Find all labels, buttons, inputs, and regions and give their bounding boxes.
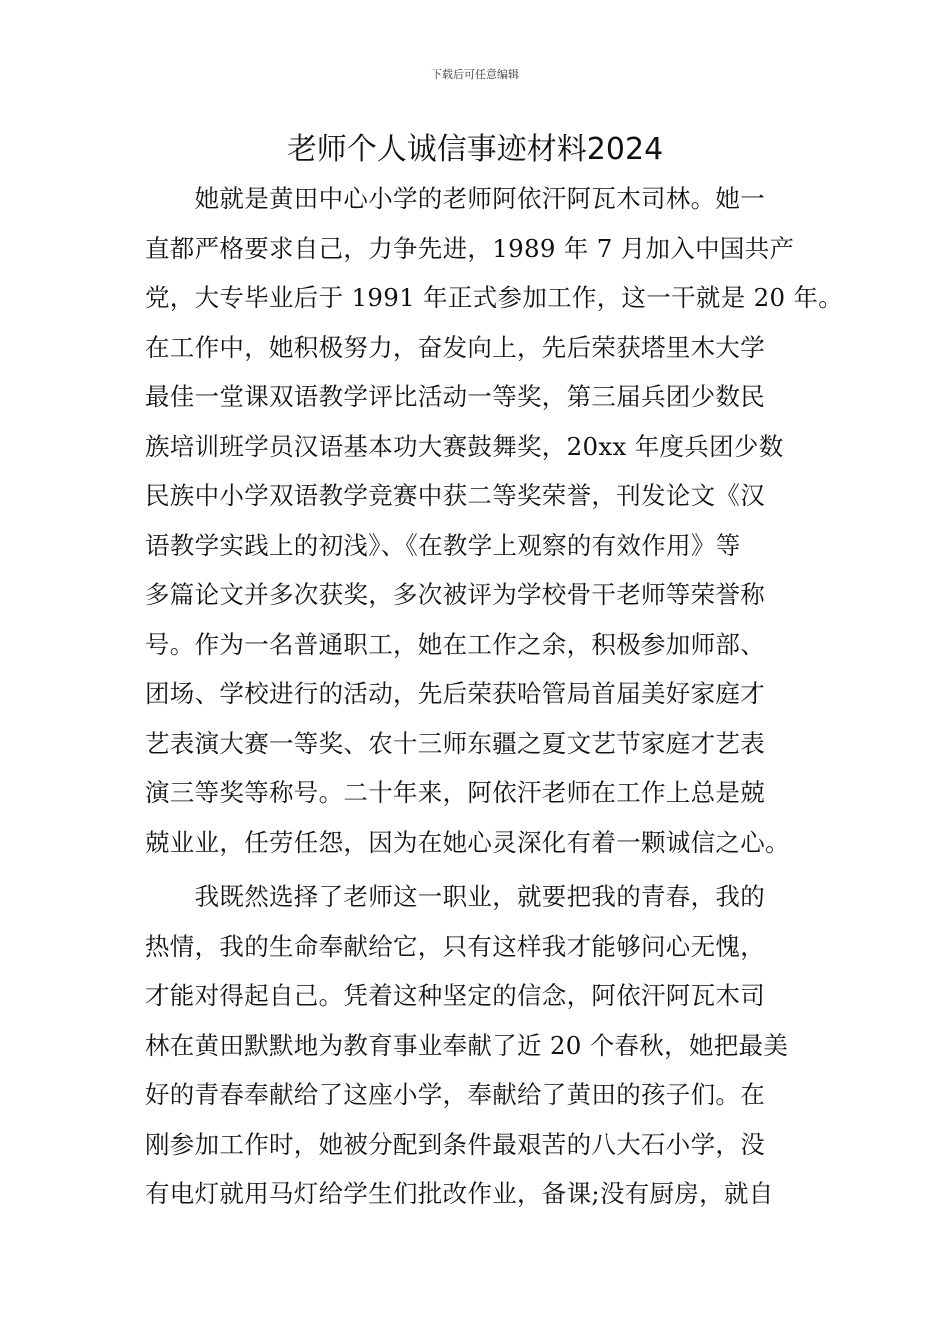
document-body [145,174,844,1219]
text-line: 艺表演大赛一等奖、农十三师东疆之夏文艺节家庭才艺表 [145,728,765,758]
text-line: 兢业业，任劳任怨，因为在她心灵深化有着一颗诚信之心。 [145,827,790,857]
text-line: 好的青春奉献给了这座小学，奉献给了黄田的孩子们。在 [145,1080,765,1109]
text-line: 直都严格要求自己，力争先进，1989 年 7 月加入中国共产 [145,233,795,263]
header-note: 下载后可任意编辑 [431,68,519,81]
text-line: 有电灯就用马灯给学生们批改作业，备课;没有厨房，就自 [145,1179,774,1208]
text-line: 民族中小学双语教学竞赛中获二等奖荣誉，刊发论文《汉 [145,481,765,510]
text-line: 她就是黄田中心小学的老师阿依汗阿瓦木司林。她一 [145,184,765,213]
text-line: 才能对得起自己。凭着这种坚定的信念，阿依汗阿瓦木司 [145,981,765,1010]
text-line: 我既然选择了老师这一职业，就要把我的青春，我的 [145,882,765,911]
text-line: 号。作为一名普通职工，她在工作之余，积极参加师部、 [145,629,765,659]
text-line: 在工作中，她积极努力，奋发向上，先后荣获塔里木大学 [145,332,765,362]
text-line: 最佳一堂课双语教学评比活动一等奖，第三届兵团少数民 [145,382,765,411]
text-line: 族培训班学员汉语基本功大赛鼓舞奖，20xx 年度兵团少数 [145,431,784,461]
text-line: 团场、学校进行的活动，先后荣获哈管局首届美好家庭才 [145,679,765,708]
text-line: 林在黄田默默地为教育事业奉献了近 20 个春秋，她把最美 [145,1030,789,1060]
text-line: 多篇论文并多次获奖，多次被评为学校骨干老师等荣誉称 [145,580,765,609]
text-line: 刚参加工作时，她被分配到条件最艰苦的八大石小学，没 [145,1129,765,1159]
text-line: 演三等奖等称号。二十年来，阿依汗老师在工作上总是兢 [145,778,765,807]
document-title: 老师个人诚信事迹材料2024 [286,132,664,167]
text-line: 党，大专毕业后于 1991 年正式参加工作，这一干就是 20 年。 [145,283,844,312]
paragraph [145,174,844,867]
paragraph [145,872,815,1219]
text-line: 语教学实践上的初浅》、《在教学上观察的有效作用》等 [145,530,741,560]
text-line: 热情，我的生命奉献给它，只有这样我才能够问心无愧， [145,931,765,961]
